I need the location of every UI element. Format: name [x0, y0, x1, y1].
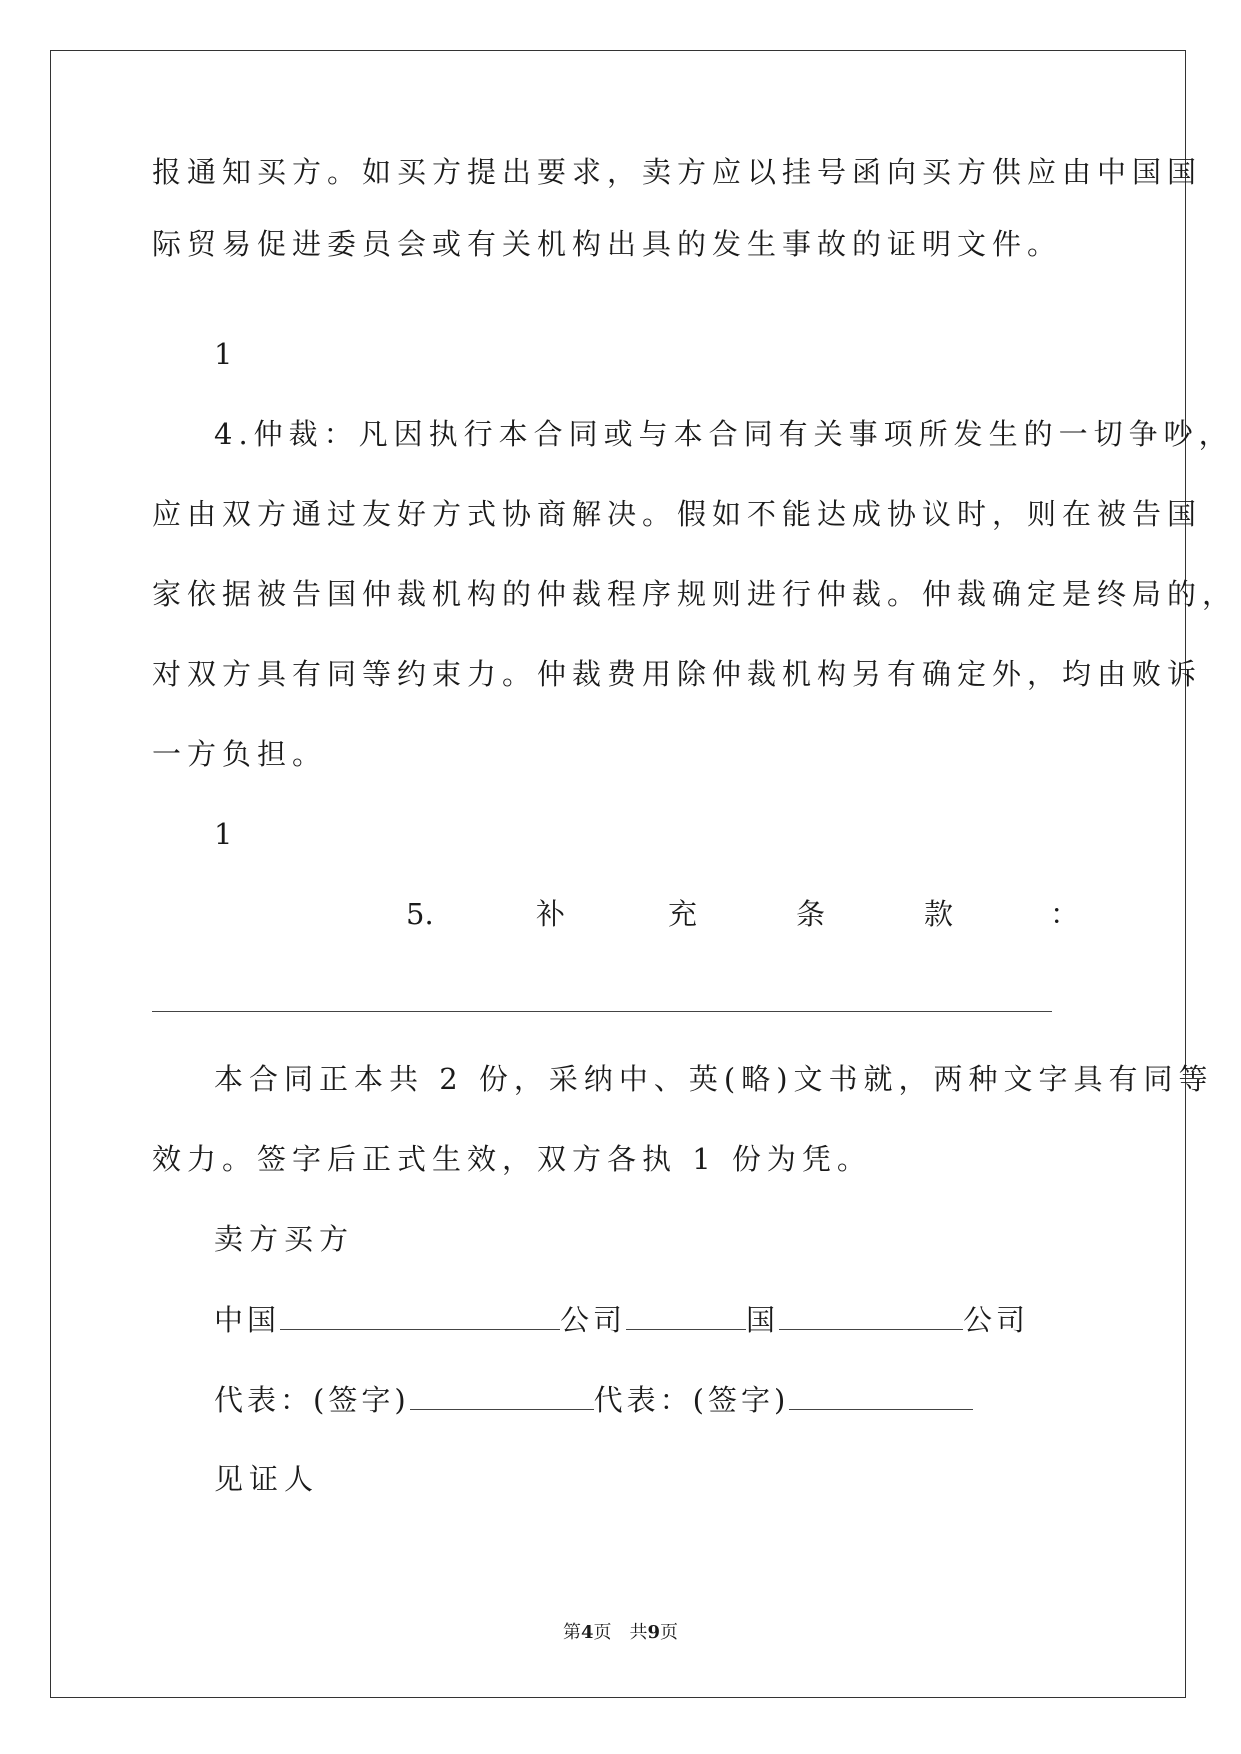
country-label: 国 — [746, 1303, 780, 1337]
arbitration-clause-line-5: 一方负担。 — [152, 737, 328, 771]
arbitration-clause-line-1: 4.仲裁：凡因执行本合同或与本合同有关事项所发生的一切争吵， — [214, 417, 1234, 451]
footer-total-pages: 9 — [647, 1622, 661, 1643]
page-number-marker: 1 — [214, 337, 239, 371]
parties-heading: 卖方买方 — [214, 1222, 355, 1256]
representative-row — [214, 1385, 973, 1415]
footer-page-number: 4 — [580, 1622, 594, 1643]
company-row — [214, 1305, 1029, 1335]
footer-prefix: 第 — [562, 1622, 581, 1643]
copies-line-2: 效力。签字后正式生效，双方各执 1 份为凭。 — [152, 1142, 872, 1176]
china-label: 中国 — [214, 1303, 281, 1337]
signature-blank — [410, 1385, 594, 1410]
supplementary-clause-blank-line — [152, 1011, 1052, 1012]
arbitration-clause-line-2: 应由双方通过友好方式协商解决。假如不能达成协议时，则在被告国 — [152, 497, 1203, 531]
clause5-colon: ： — [1050, 897, 1080, 931]
copies-line-1: 本合同正本共 2 份，采纳中、英(略)文书就，两种文字具有同等 — [214, 1062, 1214, 1096]
body-line-2: 际贸易促进委员会或有关机构出具的发生事故的证明文件。 — [152, 227, 1063, 261]
arbitration-clause-line-3: 家依据被告国仲裁机构的仲裁程序规则进行仲裁。仲裁确定是终局的， — [152, 577, 1238, 611]
representative-label: 代表：(签字) — [593, 1383, 790, 1417]
arbitration-clause-line-4: 对双方具有同等约束力。仲裁费用除仲裁机构另有确定外，均由败诉 — [152, 657, 1203, 691]
footer-mid: 页 共 — [593, 1622, 648, 1643]
company-name-blank — [280, 1305, 560, 1330]
witness-label: 见证人 — [214, 1462, 320, 1496]
representative-label: 代表：(签字) — [214, 1383, 410, 1417]
clause5-number: 5. — [406, 897, 434, 931]
clause5-char: 款 — [924, 897, 954, 931]
company-label: 公司 — [560, 1303, 627, 1337]
company-name-blank — [779, 1305, 963, 1330]
clause5-char: 补 — [536, 897, 566, 931]
body-line-1: 报通知买方。如买方提出要求，卖方应以挂号函向买方供应由中国国 — [152, 155, 1203, 189]
page-footer — [0, 1618, 1241, 1644]
clause5-char: 充 — [668, 897, 698, 931]
signature-blank — [789, 1385, 973, 1410]
country-blank — [626, 1305, 746, 1330]
company-label: 公司 — [963, 1303, 1030, 1337]
page-number-marker: 1 — [214, 817, 239, 851]
page-frame — [50, 50, 1186, 1698]
footer-suffix: 页 — [660, 1622, 679, 1643]
clause5-char: 条 — [796, 897, 826, 931]
